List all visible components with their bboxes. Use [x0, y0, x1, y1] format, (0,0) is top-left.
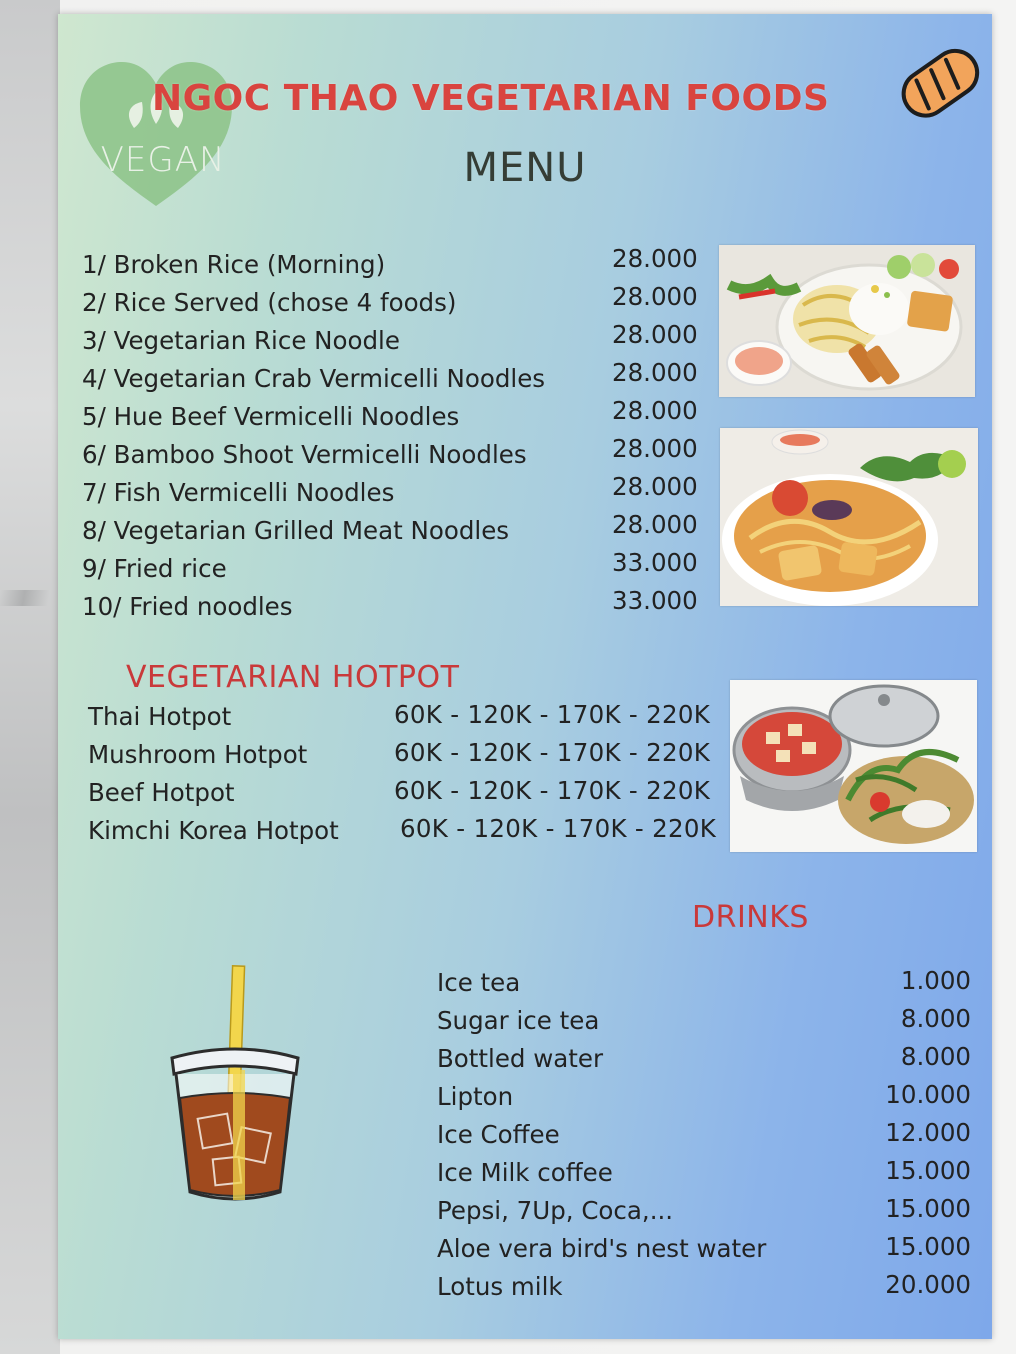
drink-item-price: 15.000: [885, 1194, 971, 1223]
hotpot-item: [88, 702, 738, 740]
hotpot-item-name: Beef Hotpot: [88, 778, 235, 807]
menu-item-price: 33.000: [612, 586, 698, 615]
hotpot-item-price: 60K - 120K - 170K - 220K: [394, 700, 711, 729]
drink-item: [437, 1272, 977, 1310]
hotpot-item-price: 60K - 120K - 170K - 220K: [400, 814, 717, 843]
menu-item-name: 4/ Vegetarian Crab Vermicelli Noodles: [82, 364, 546, 393]
main-menu-list: [82, 244, 722, 630]
drink-item: [437, 1006, 977, 1044]
broken-rice-photo: [719, 245, 975, 397]
hotpot-photo: [730, 680, 977, 852]
noodle-soup-photo: [720, 428, 978, 606]
hotpot-item-name: Thai Hotpot: [88, 702, 232, 731]
drink-item-price: 20.000: [885, 1270, 971, 1299]
drink-item: [437, 1234, 977, 1272]
drink-item-name: Lotus milk: [437, 1272, 563, 1301]
drink-item-name: Ice Milk coffee: [437, 1158, 613, 1187]
drink-item: [437, 1120, 977, 1158]
drink-item-price: 12.000: [885, 1118, 971, 1147]
drink-item-price: 8.000: [900, 1004, 971, 1033]
drink-item-price: 1.000: [900, 966, 971, 995]
menu-item-name: 2/ Rice Served (chose 4 foods): [82, 288, 457, 317]
hotpot-heading: VEGETARIAN HOTPOT: [126, 660, 460, 695]
drink-item: [437, 968, 977, 1006]
drink-item-name: Lipton: [437, 1082, 514, 1111]
menu-item-price: 28.000: [612, 358, 698, 387]
menu-item-name: 8/ Vegetarian Grilled Meat Noodles: [82, 516, 510, 545]
menu-item-price: 28.000: [612, 472, 698, 501]
drink-item-name: Pepsi, 7Up, Coca,...: [437, 1196, 674, 1225]
table-surface: [0, 0, 60, 1354]
drink-item-name: Bottled water: [437, 1044, 604, 1073]
hotpot-item: [88, 778, 738, 816]
menu-item-price: 28.000: [612, 396, 698, 425]
menu-item-price: 28.000: [612, 434, 698, 463]
hotpot-item: [88, 740, 738, 778]
menu-item-price: 28.000: [612, 510, 698, 539]
hotpot-item: [88, 816, 738, 854]
drink-item: [437, 1196, 977, 1234]
menu-item-name: 6/ Bamboo Shoot Vermicelli Noodles: [82, 440, 527, 469]
vegan-badge-text: VEGAN: [100, 140, 226, 180]
drinks-heading: DRINKS: [692, 900, 809, 935]
menu-item-name: 9/ Fried rice: [82, 554, 227, 583]
drink-item-name: Ice Coffee: [437, 1120, 560, 1149]
drinks-list: [437, 968, 977, 1310]
drink-item-price: 10.000: [885, 1080, 971, 1109]
hotpot-list: [88, 702, 738, 854]
menu-item-name: 3/ Vegetarian Rice Noodle: [82, 326, 400, 355]
drink-item-price: 8.000: [900, 1042, 971, 1071]
drink-item-name: Ice tea: [437, 968, 521, 997]
bread-icon: [892, 28, 986, 138]
restaurant-title: NGOC THAO VEGETARIAN FOODS: [152, 78, 830, 119]
hotpot-item-name: Kimchi Korea Hotpot: [88, 816, 339, 845]
menu-item-price: 28.000: [612, 320, 698, 349]
drink-item: [437, 1082, 977, 1120]
drink-item: [437, 1158, 977, 1196]
iced-tea-cup-icon: [160, 960, 310, 1220]
drink-item-name: Aloe vera bird's nest water: [437, 1234, 767, 1263]
menu-item-name: 1/ Broken Rice (Morning): [82, 250, 386, 279]
menu-heading: MENU: [463, 145, 587, 191]
drink-item-price: 15.000: [885, 1232, 971, 1261]
hotpot-item-name: Mushroom Hotpot: [88, 740, 308, 769]
menu-item-name: 7/ Fish Vermicelli Noodles: [82, 478, 395, 507]
menu-item-price: 33.000: [612, 548, 698, 577]
menu-item-price: 28.000: [612, 282, 698, 311]
drink-item-price: 15.000: [885, 1156, 971, 1185]
drink-item: [437, 1044, 977, 1082]
hotpot-item-price: 60K - 120K - 170K - 220K: [394, 776, 711, 805]
menu-item-name: 5/ Hue Beef Vermicelli Noodles: [82, 402, 460, 431]
hotpot-item-price: 60K - 120K - 170K - 220K: [394, 738, 711, 767]
menu-item: [82, 586, 722, 630]
menu-item-name: 10/ Fried noodles: [82, 592, 293, 621]
drink-item-name: Sugar ice tea: [437, 1006, 600, 1035]
menu-item-price: 28.000: [612, 244, 698, 273]
